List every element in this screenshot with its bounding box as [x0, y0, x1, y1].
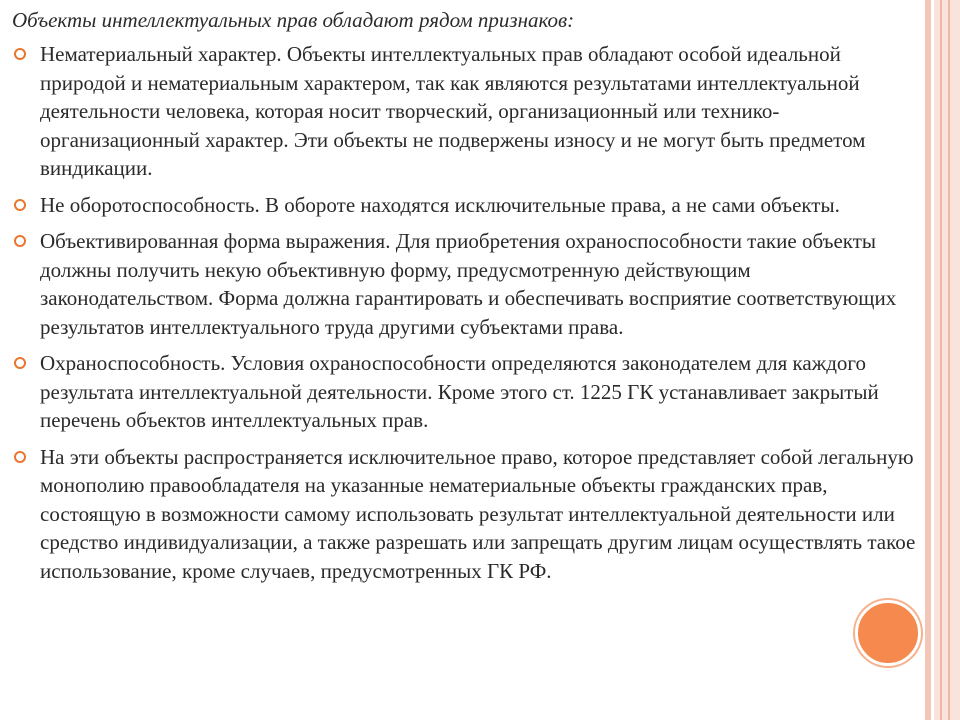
bullet-text: Объективированная форма выражения. Для приобретения охраноспособности такие объекты должны получить некую объективную форму, предусмотренную действующим законодательством. Форма должна гарантировать и обеспечивать восприятие соответствующих результатов интеллектуального труда другими субъектами права. — [40, 229, 897, 339]
bullet-text: Охраноспособность. Условия охраноспособности определяются законодателем для каждого результата интеллектуальной деятельности. Кроме этого ст. 1225 ГК устанавливает закрытый перечень объектов интеллектуальных прав. — [40, 351, 879, 432]
bullet-item-exclusive-right — [12, 443, 927, 586]
bullet-item-non-material — [12, 40, 927, 183]
decorative-stripe — [934, 0, 960, 720]
decorative-circle-icon — [855, 600, 921, 666]
bullet-circle-icon — [14, 357, 26, 369]
decorative-stripe — [948, 0, 950, 720]
bullet-text: Нематериальный характер. Объекты интеллектуальных прав обладают особой идеальной природой и нематериальным характером, так как являются результатами интеллектуальной деятельности человека, которая носит творческий, организационный или технико-организационный характер. Эти объекты не подвержены износу и не могут быть предметом виндикации. — [40, 42, 866, 180]
bullet-item-objective-form — [12, 227, 927, 341]
bullet-circle-icon — [14, 48, 26, 60]
bullet-list — [12, 40, 927, 585]
decorative-stripe — [940, 0, 942, 720]
slide-heading: Объекты интеллектуальных прав обладают рядом признаков: — [12, 8, 575, 32]
bullet-circle-icon — [14, 235, 26, 247]
bullet-text: Не оборотоспособность. В обороте находятся исключительные права, а не сами объекты. — [40, 192, 840, 217]
bullet-item-protectability — [12, 349, 927, 435]
bullet-item-non-transferable — [12, 191, 927, 220]
bullet-circle-icon — [14, 451, 26, 463]
bullet-text: На эти объекты распространяется исключительное право, которое представляет собой легальную монополию правообладателя на указанные нематериальные объекты гражданских прав, состоящую в возможности самому использовать результат интеллектуальной деятельности или средство индивидуализации, а также разрешать или запрещать другим лицам осуществлять такое использование, кроме случаев, предусмотренных ГК РФ. — [40, 444, 916, 583]
bullet-circle-icon — [14, 199, 26, 211]
slide-content — [12, 6, 927, 593]
